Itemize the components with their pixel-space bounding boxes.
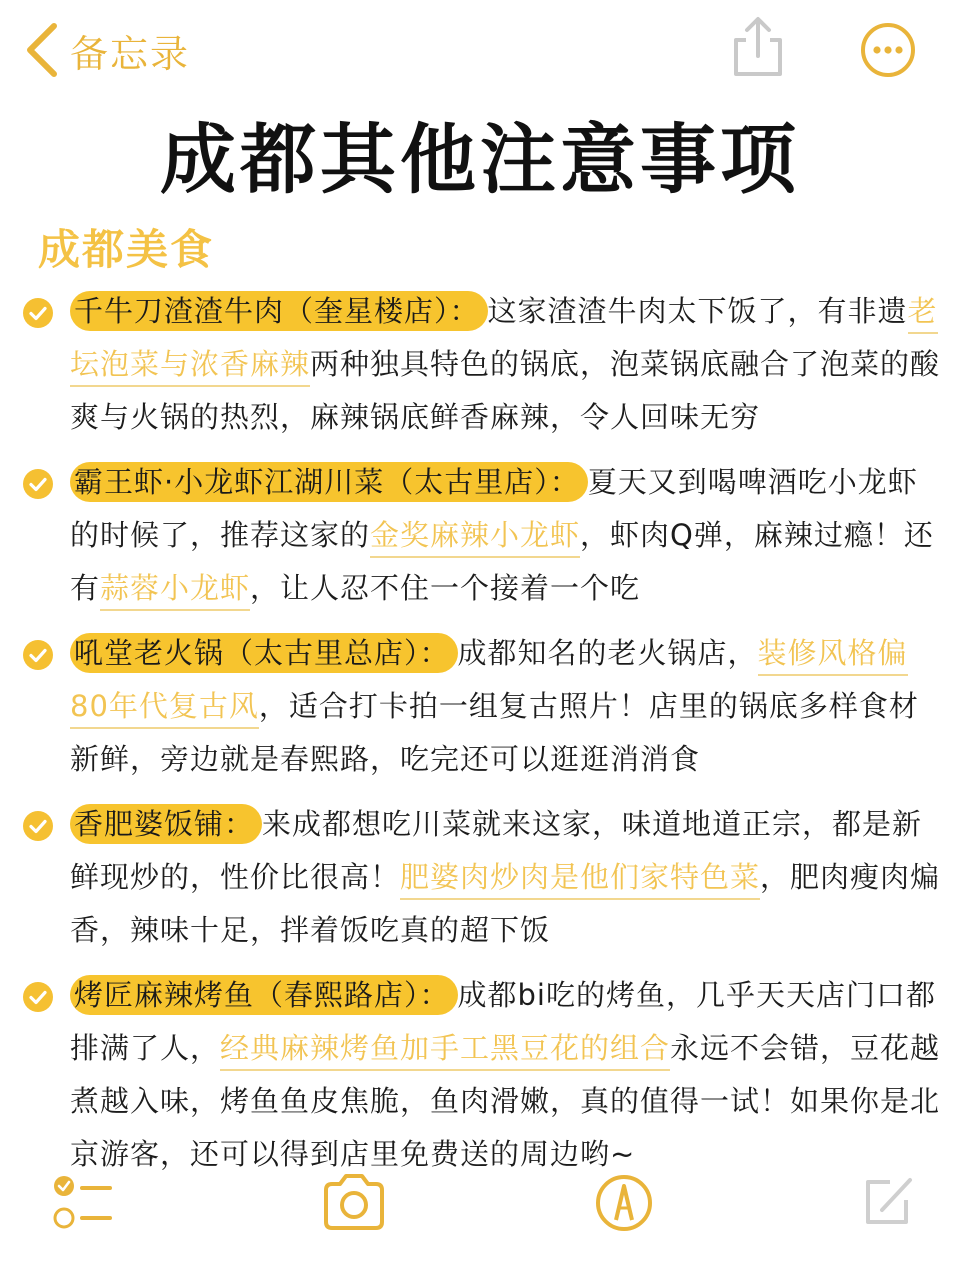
note-item [0, 627, 960, 786]
note-item [0, 798, 960, 957]
pen-markup-icon [594, 1170, 654, 1234]
highlighted-text: 蒜蓉小龙虾 [100, 571, 250, 611]
note-title: 成都其他注意事项 [160, 115, 800, 204]
item-text: 两种独具特色的锅底，泡菜锅底融合了泡菜的酸爽与火锅的热烈，麻辣锅底鲜香麻辣，令人回味无穷 [70, 347, 941, 434]
chevron-left-icon [24, 22, 60, 78]
navigation-bar [0, 0, 960, 100]
item-text: 夏天又到喝啤酒吃小龙虾的时候了，推荐这家的 [70, 465, 918, 552]
bottom-toolbar [0, 1170, 960, 1240]
checklist-icon [50, 1170, 114, 1238]
back-button-label: 备忘录 [70, 31, 191, 76]
item-text: 永远不会错，豆花越煮越入味，烤鱼鱼皮焦脆，鱼肉滑嫩，真的值得一试！如果你是北京游客，还可以得到店里免费送的周边哟~ [70, 1031, 941, 1171]
item-text: 来成都想吃川菜就来这家，味道地道正宗，都是新鲜现炒的，性价比很高！ [70, 807, 923, 894]
highlighted-text: 老坛泡菜与浓香麻辣 [70, 294, 938, 387]
compose-icon [860, 1170, 916, 1230]
restaurant-name-tag: 霸王虾·小龙虾江湖川菜（太古里店）： [70, 462, 588, 502]
item-text: ，肥肉瘦肉煸香，辣味十足，拌着饭吃真的超下饭 [70, 860, 941, 947]
share-icon [728, 65, 788, 84]
checked-circle-icon[interactable] [22, 810, 54, 842]
note-item [0, 969, 960, 1181]
back-button[interactable] [24, 20, 190, 80]
restaurant-name-tag: 千牛刀渣渣牛肉（奎星楼店）： [70, 291, 488, 331]
item-text: 成都bi吃的烤鱼，几乎天天店门口都排满了人， [70, 978, 936, 1065]
checked-circle-icon[interactable] [22, 468, 54, 500]
restaurant-name-tag: 香肥婆饭铺： [70, 804, 262, 844]
restaurant-name-tag: 吼堂老火锅（太古里总店）： [70, 633, 458, 673]
checked-circle-icon[interactable] [22, 639, 54, 671]
markup-button[interactable] [594, 1170, 654, 1238]
highlighted-text: 金奖麻辣小龙虾 [370, 518, 580, 558]
more-options-button[interactable] [858, 20, 918, 80]
item-text: ，适合打卡拍一组复古照片！店里的锅底多样食材新鲜，旁边就是春熙路，吃完还可以逛逛消消食 [70, 689, 919, 776]
note-item [0, 456, 960, 615]
note-item-list [0, 285, 960, 1193]
item-text: 成都知名的老火锅店， [457, 636, 758, 670]
highlighted-text: 装修风格偏80年代复古风 [70, 636, 908, 729]
checked-circle-icon[interactable] [22, 981, 54, 1013]
more-icon [858, 65, 918, 84]
section-heading: 成都美食 [38, 225, 215, 274]
camera-button[interactable] [320, 1170, 388, 1238]
highlighted-text: 经典麻辣烤鱼加手工黑豆花的组合 [220, 1031, 670, 1071]
compose-button[interactable] [860, 1170, 916, 1238]
highlighted-text: 肥婆肉炒肉是他们家特色菜 [400, 860, 760, 900]
restaurant-name-tag: 烤匠麻辣烤鱼（春熙路店）： [70, 975, 458, 1015]
item-text: ，让人忍不住一个接着一个吃 [250, 571, 641, 605]
checked-circle-icon[interactable] [22, 297, 54, 329]
share-button[interactable] [728, 14, 788, 80]
camera-icon [320, 1170, 388, 1234]
item-text: 这家渣渣牛肉太下饭了，有非遗 [487, 294, 908, 328]
checklist-button[interactable] [50, 1170, 114, 1238]
note-item [0, 285, 960, 444]
item-text: ，虾肉Q弹，麻辣过瘾！还有 [70, 518, 934, 605]
